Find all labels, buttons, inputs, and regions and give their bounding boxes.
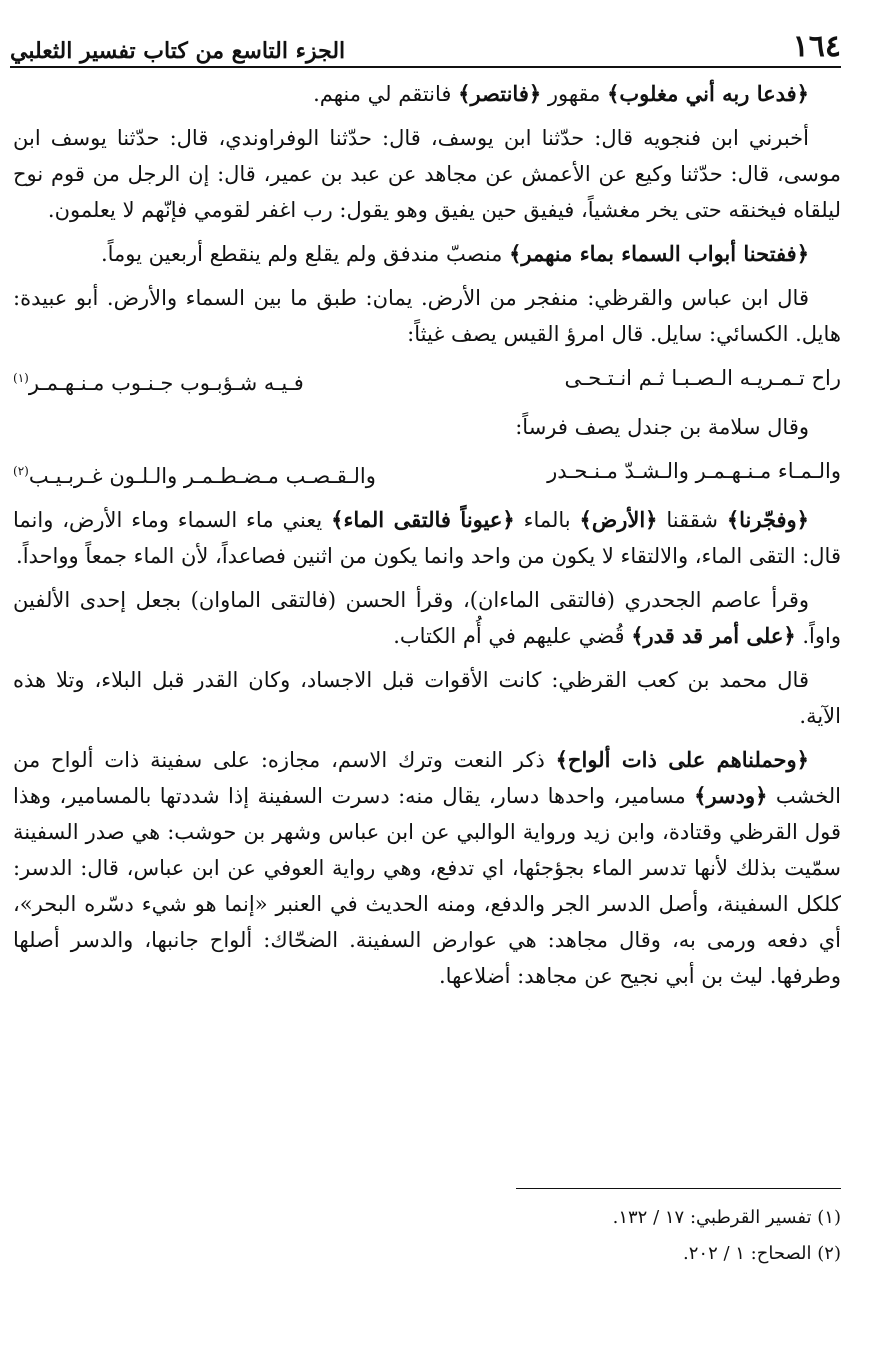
page-body — [13, 76, 841, 1002]
paragraph-8: قال محمد بن كعب القرظي: كانت الأقوات قبل الاجساد، وكان القدر قبل البلاء، وتلا هذه الآية. — [13, 668, 841, 728]
paragraph-6 — [13, 502, 841, 574]
quran-quote: ﴿وفجّرنا﴾ — [726, 507, 809, 532]
quran-quote: ﴿ودسر﴾ — [694, 783, 768, 808]
text: قُضي عليهم في أُم الكتاب. — [393, 624, 632, 648]
text: بالماء — [514, 508, 580, 532]
text: فانتقم لي منهم. — [313, 82, 459, 106]
verse-hemistich-1: والـمـاء مـنـهـمـر والـشـدّ مـنـحـدر — [547, 459, 841, 483]
text: مسامير، واحدها دسار، يقال منه: دسرت السفينة إذا شددتها بالمسامير، وهذا قول القرظي وقتادة، وابن زيد ورواية الوالبي عن ابن عباس وشهر بن حوشب: هي صدر السفينة سمّيت بذلك لأنها تدسر الماء بجؤجئها، اي تدفع، وهي رواية العوفي عن ابن عباس، قال: الدسر: كلكل السفينة، وأصل الدسر الجر والدفع، ومنه الحديث في العنبر «إنما هو شيء دسّره البحر»، أي دفعه ورمى به، وقال مجاهد: هي عوارض السفينة. الضحّاك: ألواح جانبها، والدسر أصلها وطرفها. ليث بن أبي نجيح عن مجاهد: أضلاعها. — [13, 784, 842, 988]
paragraph-1 — [13, 76, 841, 112]
quran-quote: ﴿عيوناً فالتقى الماء﴾ — [331, 507, 515, 532]
footnote-ref: (٢) — [13, 464, 29, 478]
footnote-divider — [516, 1188, 841, 1189]
page-number: ١٦٤ — [792, 29, 841, 64]
footnote-ref: (١) — [13, 371, 29, 385]
paragraph-3 — [13, 236, 841, 272]
text: شققنا — [657, 508, 727, 532]
footnotes — [13, 1200, 841, 1272]
quran-quote: ﴿الأرض﴾ — [579, 507, 658, 532]
quran-quote: ﴿ففتحنا أبواب السماء بماء منهمر﴾ — [509, 241, 809, 266]
paragraph-2: أخبرني ابن فنجويه قال: حدّثنا ابن يوسف، قال: حدّثنا الوفراوندي، قال: حدّثنا يوسف ابن موسى، قال: حدّثنا وكيع عن الأعمش عن مجاهد عن عبد بن عمير، قال: إن الرجل من قوم نوح ليلقاه فيخنقه حتى يخر مغشياً، فيفيق حين يفيق وهو يقول: رب اغفر لقومي فإنّهم لا يعلمون. — [13, 126, 841, 222]
verse-hemistich-1: راح تـمـريـه الـصـبـا ثـم انـتـحـى — [564, 366, 841, 390]
text: ذكر النعت وترك الاسم، مجازه: على سفينة ذات ألواح من الخشب — [13, 748, 841, 808]
verse-hemistich-2 — [13, 360, 304, 401]
text: يعني ماء السماء وماء الأرض، وانما قال: التقى الماء، والالتقاء لا يكون من واحد وانما يكون من اثنين فصاعداً، لأن الماء جمعاً وواحداً. — [13, 508, 841, 568]
poetry-verse-2 — [13, 453, 841, 494]
paragraph-4: قال ابن عباس والقرظي: منفجر من الأرض. يمان: طبق ما بين السماء والأرض. أبو عبيدة: هايل. الكسائي: سايل. قال امرؤ القيس يصف غيثاً: — [13, 286, 841, 346]
paragraph-9 — [13, 742, 841, 994]
quran-quote: ﴿وحملناهم على ذات ألواح﴾ — [555, 747, 809, 772]
page-header — [10, 18, 841, 68]
paragraph-5: وقال سلامة بن جندل يصف فرساً: — [515, 415, 809, 439]
verse-hemistich-2 — [13, 453, 376, 494]
footnote-2: (٢) الصحاح: ١ / ٢٠٢. — [683, 1243, 841, 1264]
poetry-verse-1 — [13, 360, 841, 401]
paragraph-7 — [13, 582, 841, 654]
text: وقرأ عاصم الجحدري (فالتقى الماءان)، وقرأ الحسن (فالتقى الماوان) بجعل إحدى الألفين واواً. — [13, 588, 841, 648]
running-title: الجزء التاسع من كتاب تفسير الثعلبي — [10, 38, 346, 64]
text: منصبّ مندفق ولم يقلع ولم ينقطع أربعين يوماً. — [100, 242, 510, 266]
quran-quote: ﴿فدعا ربه أني مغلوب﴾ — [607, 81, 809, 106]
text: مقهور — [541, 82, 608, 106]
footnote-1: (١) تفسير القرطبي: ١٧ / ١٣٢. — [612, 1207, 841, 1228]
quran-quote: ﴿على أمر قد قدر﴾ — [631, 623, 796, 648]
quran-quote: ﴿فانتصر﴾ — [458, 81, 542, 106]
verse-text: والـقـصـب مـضـطـمـر والـلـون غـربـيـب — [28, 464, 376, 488]
verse-text: فـيـه شـؤبـوب جـنـوب مـنـهـمـر — [28, 371, 304, 395]
